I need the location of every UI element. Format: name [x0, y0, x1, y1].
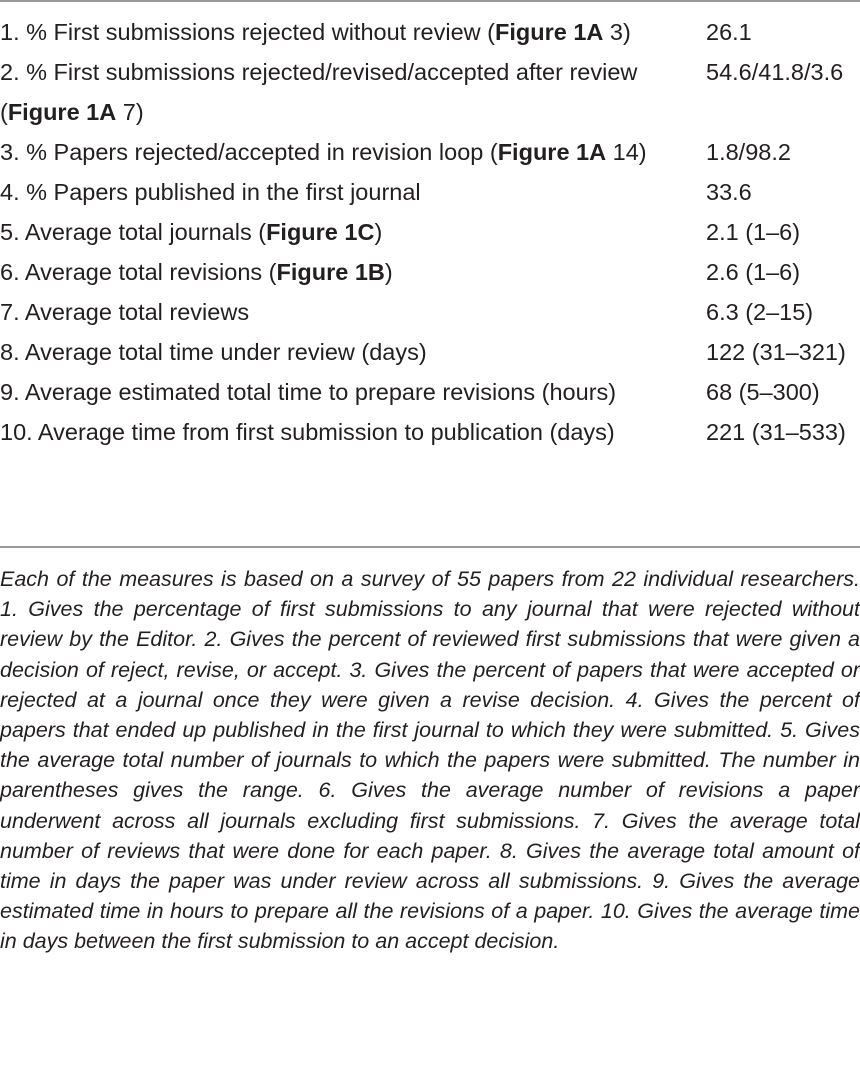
table-row [0, 412, 860, 452]
measure-value: 2.6 (1–6) [706, 259, 801, 285]
figure-ref: Figure 1A [497, 139, 607, 165]
measure-value: 54.6/41.8/3.6 [706, 59, 844, 85]
measure-label: 8. Average total time under review (days) [0, 339, 427, 365]
measure-label: 9. Average estimated total time to prepare revisions (hours) [0, 379, 617, 405]
table-row [0, 292, 860, 332]
measures-table [0, 12, 860, 452]
table-row [0, 12, 860, 52]
figure-ref: Figure 1A [7, 99, 117, 125]
measure-label: 6. Average total revisions (Figure 1B) [0, 259, 393, 285]
measure-label: 7. Average total reviews [0, 299, 250, 325]
measure-label: 4. % Papers published in the first journal [0, 179, 421, 205]
measure-value: 68 (5–300) [706, 379, 820, 405]
figure-ref: Figure 1C [266, 219, 375, 245]
measure-value: 1.8/98.2 [706, 139, 791, 165]
measure-label: 3. % Papers rejected/accepted in revision loop (Figure 1A 14) [0, 139, 647, 165]
footer-rule [0, 546, 860, 548]
table-row [0, 132, 860, 172]
table-row [0, 52, 860, 132]
measure-value: 122 (31–321) [706, 339, 846, 365]
top-rule [0, 0, 860, 2]
measures-table-body [0, 12, 860, 452]
measure-value: 26.1 [706, 19, 752, 45]
measure-value: 221 (31–533) [706, 419, 846, 445]
measure-label: 2. % First submissions rejected/revised/accepted after review (Figure 1A 7) [0, 59, 638, 125]
table-row [0, 212, 860, 252]
measure-value: 2.1 (1–6) [706, 219, 801, 245]
measure-label: 1. % First submissions rejected without review (Figure 1A 3) [0, 19, 631, 45]
table-row [0, 372, 860, 412]
figure-ref: Figure 1B [276, 259, 385, 285]
measure-value: 6.3 (2–15) [706, 299, 814, 325]
table-row [0, 172, 860, 212]
measure-label: 5. Average total journals (Figure 1C) [0, 219, 383, 245]
table-footnote: Each of the measures is based on a survey of 55 papers from 22 individual researchers. 1. Gives the percentage of first submissions to any journal that were rejected without review by the Editor. 2. Gives the percent of reviewed first submissions that were given a decision of reject, revise, or accept. 3. Gives the percent of papers that were accepted or rejected at a journal once they were given a revise decision. 4. Gives the percent of papers that ended up published in the first journal to which they were submitted. 5. Gives the average total number of journals to which the papers were submitted. The number in parentheses gives the range. 6. Gives the average number of revisions a paper underwent across all journals excluding first submissions. 7. Gives the average total number of reviews that were done for each paper. 8. Gives the average total amount of time in days the paper was under review across all submissions. 9. Gives the average estimated time in hours to prepare all the revisions of a paper. 10. Gives the average time in days between the first submission to an accept decision. [0, 567, 860, 954]
measure-label: 10. Average time from first submission to publication (days) [0, 419, 615, 445]
table-row [0, 332, 860, 372]
table-row [0, 252, 860, 292]
figure-ref: Figure 1A [494, 19, 604, 45]
measure-value: 33.6 [706, 179, 752, 205]
